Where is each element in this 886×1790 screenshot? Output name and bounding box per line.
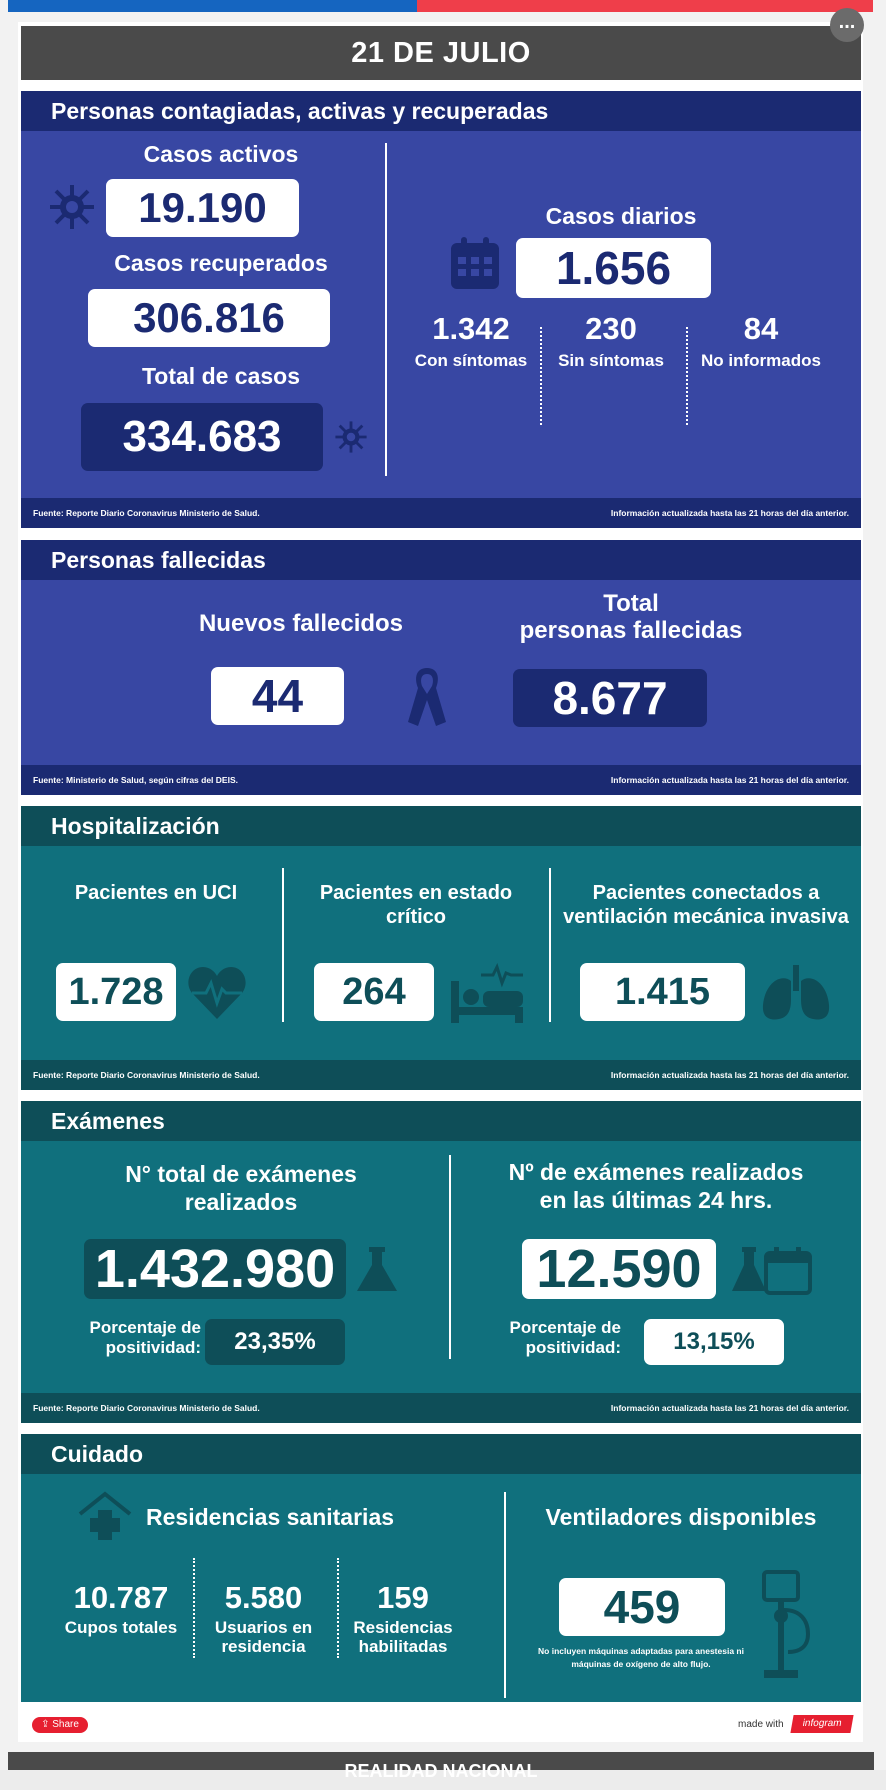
- share-label: Share: [52, 1719, 79, 1730]
- ventiladores-note-1: No incluyen máquinas adaptadas para anestesia ni: [538, 1646, 744, 1656]
- section-footer: [21, 765, 861, 795]
- ventiladores-note-2: máquinas de oxígeno de alto flujo.: [571, 1659, 711, 1669]
- cupos-label: Cupos totales: [64, 1618, 178, 1637]
- divider: [282, 868, 284, 1022]
- more-options-button[interactable]: ...: [830, 8, 864, 42]
- ult24-value: 12.590: [522, 1239, 716, 1299]
- total-examenes-value: 1.432.980: [84, 1239, 346, 1299]
- dotted-divider: [540, 327, 542, 425]
- virus-icon-small: [334, 420, 368, 454]
- ventiladores-title: Ventiladores disponibles: [545, 1504, 817, 1530]
- nuevos-fallecidos-label: Nuevos fallecidos: [198, 610, 404, 637]
- updated-note: Información actualizada hasta las 21 horas del día anterior.: [610, 1070, 849, 1080]
- total-examenes-label-2: realizados: [184, 1189, 298, 1215]
- source-note: Fuente: Reporte Diario Coronavirus Ministerio de Salud.: [33, 1070, 260, 1080]
- ult24-positividad-value: 13,15%: [644, 1319, 784, 1365]
- source-note: Fuente: Reporte Diario Coronavirus Ministerio de Salud.: [33, 1403, 260, 1413]
- updated-note: Información actualizada hasta las 21 horas del día anterior.: [610, 775, 849, 785]
- ventiladores-value: 459: [559, 1578, 725, 1636]
- flag-bar: [0, 0, 886, 12]
- residencias-value: 159: [377, 1580, 429, 1615]
- recuperados-label: Casos recuperados: [114, 250, 328, 276]
- ventilacion-label-1: Pacientes conectados a: [592, 882, 820, 904]
- divider: [504, 1492, 506, 1698]
- date-banner: 21 DE JULIO: [21, 26, 861, 80]
- activos-label: Casos activos: [143, 141, 299, 167]
- critico-label-1: Pacientes en estado: [319, 882, 513, 904]
- section-title: Hospitalización: [21, 806, 861, 846]
- house-cross-icon: [78, 1492, 132, 1542]
- nuevos-fallecidos-value: 44: [211, 667, 344, 725]
- section-title: Exámenes: [21, 1101, 861, 1141]
- total-casos-label: Total de casos: [141, 363, 301, 389]
- usuarios-value: 5.580: [224, 1580, 303, 1615]
- sin-sintomas-label: Sin síntomas: [558, 351, 664, 370]
- diarios-value: 1.656: [516, 238, 711, 298]
- ult24-label-1: Nº de exámenes realizados: [508, 1159, 804, 1185]
- divider: [549, 868, 551, 1022]
- section-cuidado: [21, 1434, 861, 1702]
- virus-icon: [48, 183, 96, 231]
- ventilacion-value: 1.415: [580, 963, 745, 1021]
- total-fallecidos-value: 8.677: [513, 669, 707, 727]
- source-note: Fuente: Reporte Diario Coronavirus Ministerio de Salud.: [33, 508, 260, 518]
- no-informados-value: 84: [743, 311, 779, 346]
- hospital-bed-icon: [449, 963, 525, 1023]
- divider: [385, 143, 387, 476]
- flask-calendar-icon: [732, 1245, 812, 1295]
- share-button[interactable]: [32, 1717, 88, 1733]
- updated-note: Información actualizada hasta las 21 horas del día anterior.: [610, 508, 849, 518]
- section-footer: [21, 1393, 861, 1423]
- section-footer: [21, 498, 861, 528]
- ult24-positividad-label-2: positividad:: [525, 1338, 621, 1357]
- cupos-value: 10.787: [73, 1580, 169, 1615]
- total-positividad-label-1: Porcentaje de: [89, 1318, 201, 1337]
- ult24-positividad-label-1: Porcentaje de: [509, 1318, 621, 1337]
- total-casos-value: 334.683: [81, 403, 323, 471]
- section-title: Personas contagiadas, activas y recuperadas: [21, 91, 861, 131]
- ventilator-icon: [754, 1568, 816, 1682]
- section-hospitalizacion: [21, 806, 861, 1090]
- sin-sintomas-value: 230: [585, 311, 637, 346]
- dotted-divider: [193, 1558, 195, 1658]
- section-body: [21, 1474, 861, 1702]
- usuarios-label-1: Usuarios en: [214, 1618, 313, 1637]
- total-fallecidos-label-1: Total: [603, 590, 659, 617]
- updated-note: Información actualizada hasta las 21 horas del día anterior.: [610, 1403, 849, 1413]
- flask-icon: [355, 1245, 399, 1295]
- residencias-label-2: habilitadas: [358, 1637, 448, 1656]
- total-positividad-label-2: positividad:: [105, 1338, 201, 1357]
- total-positividad-value: 23,35%: [205, 1319, 345, 1365]
- usuarios-label-2: residencia: [221, 1637, 306, 1656]
- section-contagiados: [21, 91, 861, 528]
- critico-label-2: crítico: [385, 906, 447, 928]
- section-body: [21, 580, 861, 765]
- share-icon: ⇪: [41, 1719, 53, 1730]
- critico-value: 264: [314, 963, 434, 1021]
- heart-icon: [186, 965, 248, 1021]
- section-examenes: [21, 1101, 861, 1423]
- dotted-divider: [686, 327, 688, 425]
- total-fallecidos-label-2: personas fallecidas: [519, 617, 743, 644]
- divider: [449, 1155, 451, 1359]
- recuperados-value: 306.816: [88, 289, 330, 347]
- source-note: Fuente: Ministerio de Salud, según cifras del DEIS.: [33, 775, 238, 785]
- section-title: Personas fallecidas: [21, 540, 861, 580]
- con-sintomas-label: Con síntomas: [414, 351, 528, 370]
- residencias-label-1: Residencias: [353, 1618, 453, 1637]
- lungs-icon: [761, 963, 831, 1023]
- residencias-title: Residencias sanitarias: [146, 1504, 395, 1530]
- no-informados-label: No informados: [701, 351, 821, 370]
- section-body: [21, 131, 861, 498]
- ult24-label-2: en las últimas 24 hrs.: [539, 1187, 773, 1213]
- flag-red-stripe: [417, 0, 873, 12]
- next-section-banner: REALIDAD NACIONAL: [8, 1752, 874, 1770]
- con-sintomas-value: 1.342: [432, 311, 510, 346]
- activos-value: 19.190: [106, 179, 299, 237]
- made-with-label: made with: [738, 1719, 784, 1730]
- uci-label: Pacientes en UCI: [74, 882, 238, 904]
- section-body: [21, 1141, 861, 1393]
- calendar-icon: [449, 235, 501, 291]
- total-examenes-label-1: N° total de exámenes: [125, 1161, 357, 1187]
- ribbon-icon: [404, 662, 450, 728]
- dotted-divider: [337, 1558, 339, 1658]
- diarios-label: Casos diarios: [545, 203, 697, 229]
- section-title: Cuidado: [21, 1434, 861, 1474]
- infogram-logo[interactable]: infogram: [790, 1715, 853, 1733]
- section-fallecidos: [21, 540, 861, 795]
- uci-value: 1.728: [56, 963, 176, 1021]
- section-body: [21, 846, 861, 1060]
- section-footer: [21, 1060, 861, 1090]
- flag-blue-stripe: [8, 0, 417, 12]
- ventilacion-label-2: ventilación mecánica invasiva: [563, 906, 849, 928]
